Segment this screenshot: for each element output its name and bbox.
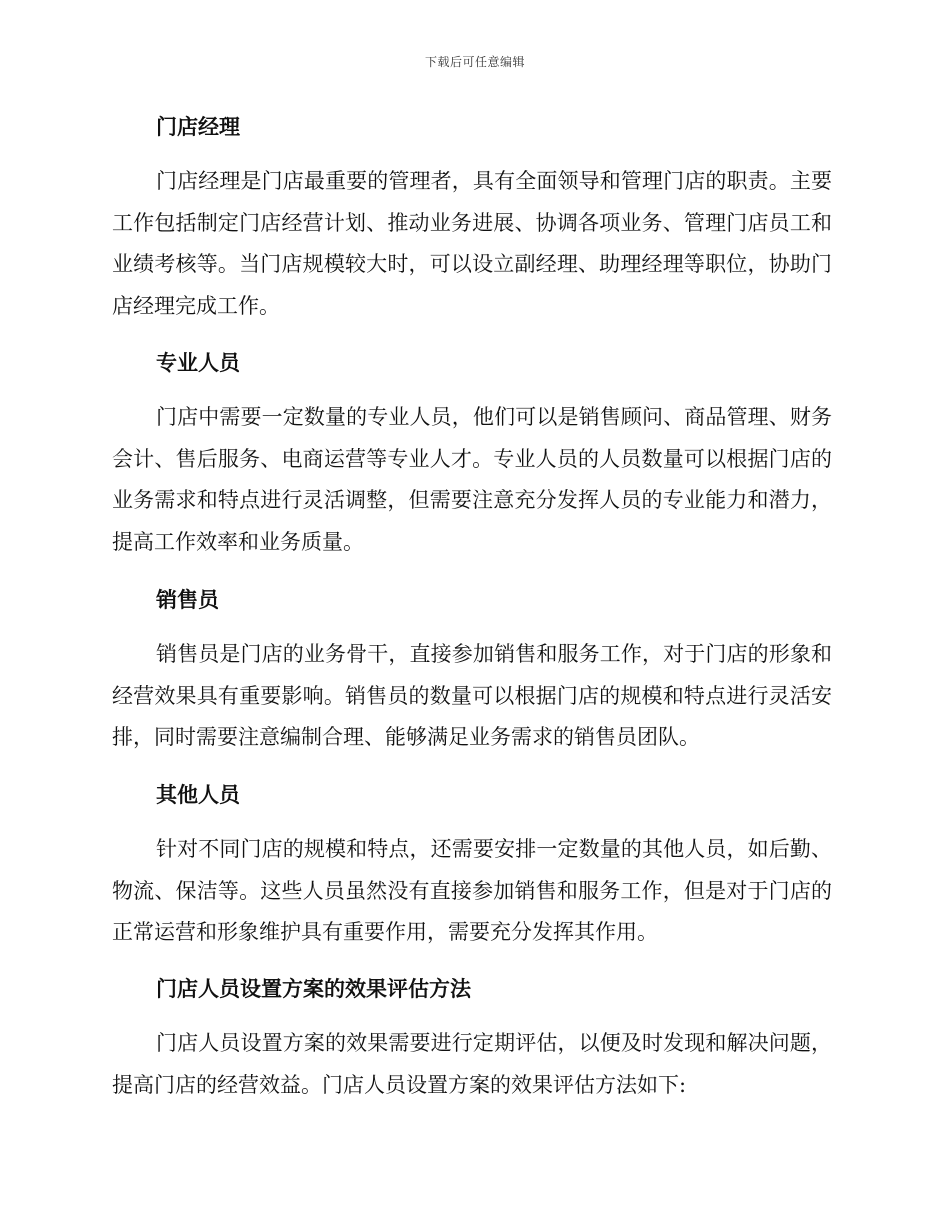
section-paragraph-salesperson: 销售员是门店的业务骨干，直接参加销售和服务工作，对于门店的形象和经营效果具有重要影响。销售员的数量可以根据门店的规模和特点进行灵活安排，同时需要注意编制合理、能够满足业务需求的销售员团队。 [112,642,832,749]
section-paragraph-evaluation-method: 门店人员设置方案的效果需要进行定期评估，以便及时发现和解决问题，提高门店的经营效益。门店人员设置方案的效果评估方法如下: [112,1031,832,1097]
section-paragraph-store-manager: 门店经理是门店最重要的管理者，具有全面领导和管理门店的职责。主要工作包括制定门店经营计划、推动业务进展、协调各项业务、管理门店员工和业绩考核等。当门店规模较大时，可以设立副经理、助理经理等职位，协助门店经理完成工作。 [112,169,832,318]
section-heading-other-staff: 其他人员 [156,783,240,807]
section-heading-salesperson: 销售员 [156,588,219,612]
section-paragraph-professional-staff: 门店中需要一定数量的专业人员，他们可以是销售顾问、商品管理、财务会计、售后服务、电商运营等专业人才。专业人员的人员数量可以根据门店的业务需求和特点进行灵活调整，但需要注意充分发挥人员的专业能力和潜力，提高工作效率和业务质量。 [112,405,832,554]
section-heading-evaluation-method: 门店人员设置方案的效果评估方法 [156,977,471,1001]
section-paragraph-other-staff: 针对不同门店的规模和特点，还需要安排一定数量的其他人员，如后勤、物流、保洁等。这些人员虽然没有直接参加销售和服务工作，但是对于门店的正常运营和形象维护具有重要作用，需要充分发挥其作用。 [112,837,832,944]
section-heading-store-manager: 门店经理 [156,115,240,139]
section-heading-professional-staff: 专业人员 [156,351,240,375]
page-header: 下载后可任意编辑 [424,55,525,69]
